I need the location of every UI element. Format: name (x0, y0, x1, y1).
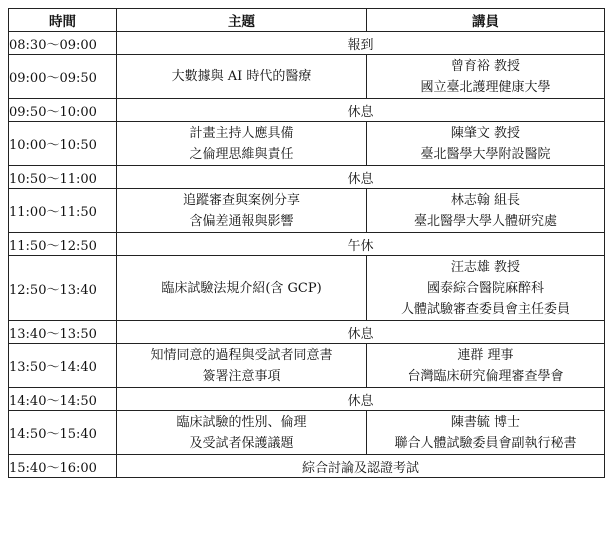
session-row (9, 99, 605, 122)
topic-line: 簽署注意事項 (202, 368, 281, 384)
span-cell: 休息 (117, 388, 605, 411)
time-cell: 15:40～16:00 (9, 455, 117, 478)
session-row (9, 55, 605, 99)
speaker-cell (367, 55, 605, 99)
speaker-affiliation: 聯合人體試驗委員會副執行秘書 (394, 435, 577, 451)
topic-line: 及受試者保護議題 (189, 435, 294, 451)
span-cell: 綜合討論及認證考試 (117, 455, 605, 478)
session-row (9, 411, 605, 455)
speaker-affiliation: 臺北醫學大學人體研究處 (413, 213, 557, 229)
header-topic: 主題 (117, 9, 367, 32)
session-row (9, 122, 605, 166)
speaker-name: 汪志雄 教授 (450, 259, 521, 275)
session-row (9, 256, 605, 321)
topic-cell (117, 189, 367, 233)
time-cell: 13:40～13:50 (9, 321, 117, 344)
header-time: 時間 (9, 9, 117, 32)
time-cell: 12:50～13:40 (9, 256, 117, 321)
speaker-affiliation: 國泰綜合醫院麻醉科 (426, 280, 544, 296)
topic-line: 追蹤審查與案例分享 (182, 192, 300, 208)
header-row (9, 9, 605, 32)
topic-line: 之倫理思維與責任 (189, 146, 294, 162)
span-cell: 報到 (117, 32, 605, 55)
topic-cell (117, 122, 367, 166)
speaker-name: 連群 理事 (457, 347, 514, 363)
speaker-name: 陳書毓 博士 (450, 414, 521, 430)
topic-cell (117, 55, 367, 99)
session-row (9, 321, 605, 344)
cropped-text-fragment (2, 0, 32, 6)
speaker-cell (367, 189, 605, 233)
speaker-cell (367, 344, 605, 388)
speaker-affiliation: 台灣臨床研究倫理審查學會 (407, 368, 564, 384)
topic-line: 計畫主持人應具備 (189, 125, 294, 141)
speaker-cell (367, 411, 605, 455)
time-cell: 13:50～14:40 (9, 344, 117, 388)
time-cell: 10:00～10:50 (9, 122, 117, 166)
speaker-cell (367, 256, 605, 321)
topic-line: 大數據與 AI 時代的醫療 (171, 69, 312, 84)
time-cell: 11:00～11:50 (9, 189, 117, 233)
speaker-name: 林志翰 組長 (450, 192, 521, 208)
session-row (9, 32, 605, 55)
topic-line: 知情同意的過程與受試者同意書 (150, 347, 333, 363)
time-cell: 14:40～14:50 (9, 388, 117, 411)
time-cell: 11:50～12:50 (9, 233, 117, 256)
session-row (9, 455, 605, 478)
session-row (9, 388, 605, 411)
speaker-affiliation: 國立臺北護理健康大學 (420, 79, 551, 95)
time-cell: 08:30～09:00 (9, 32, 117, 55)
topic-line: 臨床試驗法規介紹(含 GCP) (161, 280, 322, 296)
time-cell: 14:50～15:40 (9, 411, 117, 455)
session-row (9, 189, 605, 233)
span-cell: 休息 (117, 321, 605, 344)
time-cell: 09:00～09:50 (9, 55, 117, 99)
span-cell: 午休 (117, 233, 605, 256)
session-row (9, 166, 605, 189)
time-cell: 10:50～11:00 (9, 166, 117, 189)
speaker-affiliation: 臺北醫學大學附設醫院 (420, 146, 551, 162)
topic-cell (117, 344, 367, 388)
time-cell: 09:50～10:00 (9, 99, 117, 122)
speaker-role: 人體試驗審查委員會主任委員 (400, 301, 570, 317)
topic-line: 臨床試驗的性別、倫理 (176, 414, 307, 430)
session-row (9, 344, 605, 388)
header-speaker: 講員 (367, 9, 605, 32)
speaker-name: 曾育裕 教授 (450, 58, 521, 74)
topic-line: 含偏差通報與影響 (189, 213, 294, 229)
span-cell: 休息 (117, 166, 605, 189)
topic-cell (117, 256, 367, 321)
topic-cell (117, 411, 367, 455)
schedule-table (8, 8, 605, 478)
speaker-name: 陳肇文 教授 (450, 125, 521, 141)
speaker-cell (367, 122, 605, 166)
session-row (9, 233, 605, 256)
span-cell: 休息 (117, 99, 605, 122)
